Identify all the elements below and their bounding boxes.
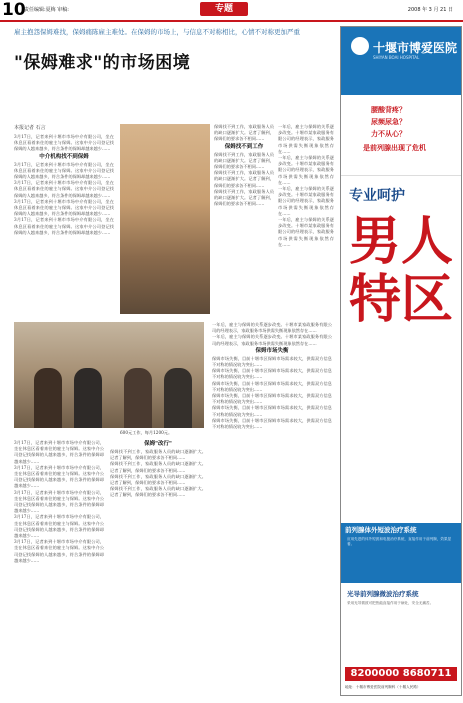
column-text: 保姆市场失衡，目前十堰市区保姆市场需求较大，供需双方信息不对称的情况较为突出……	[212, 405, 332, 417]
column-text: 3月17日，记者来到十堰市市场中介有限公司，坐在休息区看着来往的雇主与保姆。这家中介公司登记找保姆的人越来越多，符合条件的保姆却越来越少……	[14, 134, 114, 152]
subhead-3: 保姆"改行"	[144, 441, 172, 447]
ad-question: 腰酸背疼？	[371, 106, 406, 114]
article-photo-1	[120, 124, 210, 314]
column-text: 保姆找不到工作，家政服务人员的缺口逐渐扩大。记者了解到，保姆们的要求各不相同……	[214, 151, 274, 170]
hospital-logo-icon	[351, 37, 369, 55]
column-text: 3月17日，记者来到十堰市市场中介有限公司，坐在休息区看着来往的雇主与保姆。这家中介公司登记找保姆的人越来越多，符合条件的保姆却越来越少……	[14, 514, 104, 539]
photo-person	[74, 368, 102, 428]
photo-person	[124, 368, 152, 428]
subhead-1: 中介机构找不到保姆	[39, 153, 89, 160]
header-rule	[0, 20, 463, 22]
issue-date: 2008 年 3 月 21 日	[407, 7, 453, 13]
column-text: 一年后，雇主与保姆的关系逐步改变。十堰市某家政服务有限公司的经理表示，家政服务市场供需失衡现象依然存在……	[278, 155, 334, 185]
column-text: 保姆找不到工作，家政服务人员的缺口逐渐扩大。记者了解到，保姆们的要求各不相同……	[110, 473, 206, 486]
ad-blue-title: 前列腺体外短波治疗系统	[345, 526, 417, 534]
column-text: 3月17日，记者来到十堰市市场中介有限公司，坐在休息区看着来往的雇主与保姆。这家中介公司登记找保姆的人越来越多，符合条件的保姆却越来越少……	[14, 464, 104, 489]
article-column-2	[214, 124, 274, 314]
ad-brand-en: SHIYAN BOAI HOSPITAL	[373, 55, 420, 60]
column-text: 保姆找不到工作，家政服务人员的缺口逐渐扩大。记者了解到，保姆们的要求各不相同……	[214, 170, 274, 188]
section-badge: 专题	[200, 2, 248, 16]
subhead-4: 保姆市场失衡	[255, 347, 289, 354]
ad-call: 专业呵护	[349, 188, 405, 204]
column-text: 保姆市场失衡，目前十堰市区保姆市场需求较大，供需双方信息不对称的情况较为突出……	[212, 417, 332, 430]
column-text: 一年后，雇主与保姆的关系逐步改变。十堰市某家政服务有限公司的经理表示，家政服务市场供需失衡现象依然存在……	[278, 217, 334, 247]
column-text: 保姆市场失衡，目前十堰市区保姆市场需求较大，供需双方信息不对称的情况较为突出……	[212, 380, 332, 392]
column-text: 3月17日，记者来到十堰市市场中介有限公司，坐在休息区看着来往的雇主与保姆。这家中介公司登记找保姆的人越来越多，符合条件的保姆却越来越少……	[14, 539, 104, 563]
article-lead: 雇主抱怨保姆难找，保姆痛陈雇主难处。在保姆的市场上，与信息不对称相比，心情不对称更加严重	[14, 28, 300, 36]
column-text: 一年后，雇主与保姆的关系逐步改变。十堰市某家政服务有限公司的经理表示，家政服务市场供需失衡现象依然存在……	[212, 322, 332, 334]
hospital-advertisement	[340, 26, 462, 696]
article-headline: "保姆难求"的市场困境	[14, 53, 191, 73]
article-column-5	[14, 440, 104, 694]
column-text: 3月17日，记者来到十堰市市场中介有限公司，坐在休息区看着来往的雇主与保姆。这家中介公司登记找保姆的人越来越多，符合条件的保姆却越来越少……	[14, 198, 114, 217]
column-text: 保姆找不到工作，家政服务人员的缺口逐渐扩大。记者了解到，保姆们的要求各不相同……	[110, 486, 206, 498]
article-byline: 本报记者 石言	[14, 125, 46, 131]
subhead-2: 保姆找不到工作	[224, 143, 264, 150]
article-column-4	[212, 322, 332, 694]
column-text: 保姆找不到工作，家政服务人员的缺口逐渐扩大。记者了解到，保姆们的要求各不相同……	[110, 449, 206, 461]
page-header	[0, 0, 463, 20]
ad-red-body: 采用光导微波可把热能直接作用于病灶，安全无痛苦。	[347, 601, 434, 605]
ad-question: 尿频尿急？	[371, 118, 406, 126]
ad-big-text: 男人特区	[348, 212, 453, 330]
ad-blue-body: 应用先进的体外短波和电极治疗系统，直接作用于前列腺，效果显著。	[347, 537, 452, 546]
column-text: 一年后，雇主与保姆的关系逐步改变。十堰市某家政服务有限公司的经理表示，家政服务市场供需失衡现象依然存在……	[278, 186, 334, 216]
editor-line: 责任编辑:夏梅 审稿:	[24, 7, 69, 13]
ad-phone: 8200000 8680711	[345, 667, 457, 681]
column-text: 3月17日，记者来到十堰市市场中介有限公司，坐在休息区看着来往的雇主与保姆。这家中介公司登记找保姆的人越来越多，符合条件的保姆却越来越少……	[14, 440, 104, 464]
column-text: 3月17日，记者来到十堰市市场中介有限公司，坐在休息区看着来往的雇主与保姆。这家中介公司登记找保姆的人越来越多，符合条件的保姆却越来越少……	[14, 217, 114, 235]
column-text: 保姆市场失衡，目前十堰市区保姆市场需求较大，供需双方信息不对称的情况较为突出……	[212, 355, 332, 368]
column-text: 保姆找不到工作，家政服务人员的缺口逐渐扩大。记者了解到，保姆们的要求各不相同……	[110, 461, 206, 473]
column-text: 一年后，雇主与保姆的关系逐步改变。十堰市某家政服务有限公司的经理表示，家政服务市场供需失衡现象依然存在……	[278, 124, 334, 154]
article-photo-2	[14, 322, 204, 428]
column-text: 3月17日，记者来到十堰市市场中介有限公司，坐在休息区看着来往的雇主与保姆。这家中介公司登记找保姆的人越来越多，符合条件的保姆却越来越少……	[14, 180, 114, 198]
ad-brand: 十堰市博爱医院	[373, 41, 458, 55]
ad-question-tail: 是前列腺出现了危机	[363, 144, 426, 152]
column-text: 3月17日，记者来到十堰市市场中介有限公司，坐在休息区看着来往的雇主与保姆。这家中介公司登记找保姆的人越来越多，符合条件的保姆却越来越少……	[14, 161, 114, 180]
column-text: 保姆市场失衡，目前十堰市区保姆市场需求较大，供需双方信息不对称的情况较为突出……	[212, 393, 332, 405]
column-text: 保姆找不到工作，家政服务人员的缺口逐渐扩大。记者了解到，保姆们的要求各不相同……	[214, 124, 274, 142]
column-text: 一年后，雇主与保姆的关系逐步改变。十堰市某家政服务有限公司的经理表示，家政服务市场供需失衡现象依然存在……	[212, 334, 332, 346]
photo-person	[164, 368, 192, 428]
page-number: 10	[2, 0, 26, 20]
ad-red-title: 光导前列腺微波治疗系统	[347, 590, 419, 598]
ad-question: 力不从心？	[371, 130, 406, 138]
ad-address: 地址：十堰市博爱医院前列腺科（十堰人民路）	[345, 685, 421, 689]
photo-person	[34, 368, 62, 428]
column-text: 保姆找不到工作，家政服务人员的缺口逐渐扩大。记者了解到，保姆们的要求各不相同……	[214, 188, 274, 207]
article-column-3	[278, 124, 334, 314]
article-column-1	[14, 134, 114, 314]
article-column-6	[110, 440, 206, 694]
column-text: 3月17日，记者来到十堰市市场中介有限公司，坐在休息区看着来往的雇主与保姆。这家中介公司登记找保姆的人越来越多，符合条件的保姆却越来越少……	[14, 489, 104, 514]
photo-caption: 600元工作，每月1200元。	[120, 430, 173, 435]
column-text: 保姆市场失衡，目前十堰市区保姆市场需求较大，供需双方信息不对称的情况较为突出……	[212, 368, 332, 380]
